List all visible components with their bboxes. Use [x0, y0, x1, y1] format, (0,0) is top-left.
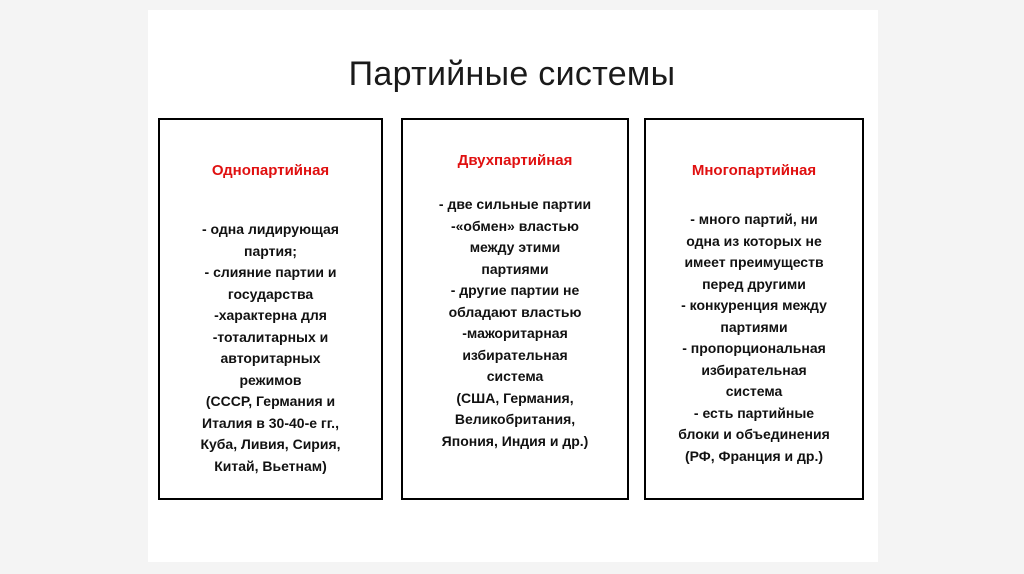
- text-line: Куба, Ливия, Сирия,: [200, 436, 341, 452]
- text-line: -тоталитарных и: [212, 328, 329, 345]
- text-line: партиями: [481, 260, 549, 277]
- text-line: - конкуренция между: [681, 297, 827, 313]
- text-line: -мажоритарная: [462, 325, 568, 341]
- one-party-box: [158, 118, 383, 500]
- text-line: Великобритания,: [454, 411, 576, 427]
- text-line: одна из которых не: [686, 232, 822, 249]
- multi-party-text: [646, 209, 862, 467]
- text-line: (США, Германия,: [456, 389, 574, 406]
- text-line: избирательная: [462, 346, 568, 363]
- text-line: избирательная: [701, 361, 807, 378]
- slide-title: Партийные системы: [348, 55, 676, 93]
- text-line: Китай, Вьетнам): [214, 457, 327, 474]
- text-line: режимов: [239, 371, 302, 388]
- text-line: перед другими: [702, 275, 806, 292]
- text-line: система: [486, 368, 544, 384]
- two-party-heading: Двухпартийная: [457, 152, 573, 169]
- text-line: блоки и объединения: [678, 426, 830, 442]
- text-line: авторитарных: [220, 350, 321, 366]
- text-line: -характерна для: [214, 307, 327, 323]
- two-party-box: [401, 118, 629, 500]
- text-line: -«обмен» властью: [450, 217, 580, 234]
- text-line: партия;: [244, 242, 297, 259]
- text-line: между этими: [469, 239, 561, 255]
- multi-party-box: [644, 118, 864, 500]
- text-line: Италия в 30-40-е гг.,: [202, 414, 339, 431]
- text-line: - слияние партии и: [204, 264, 337, 280]
- text-line: - другие партии не: [450, 282, 580, 298]
- text-line: - много партий, ни: [690, 211, 818, 227]
- text-line: - две сильные партии: [438, 196, 592, 212]
- text-line: обладают властью: [448, 303, 582, 320]
- two-party-text: [403, 194, 627, 452]
- text-line: (СССР, Германия и: [205, 393, 336, 409]
- text-line: - пропорциональная: [682, 340, 826, 356]
- multi-party-heading: Многопартийная: [691, 162, 817, 179]
- text-line: государства: [227, 285, 314, 302]
- text-line: партиями: [720, 318, 788, 335]
- text-line: (РФ, Франция и др.): [684, 447, 824, 464]
- text-line: - есть партийные: [693, 404, 815, 421]
- one-party-text: [160, 219, 381, 477]
- one-party-heading: Однопартийная: [211, 162, 330, 179]
- text-line: Япония, Индия и др.): [441, 432, 589, 449]
- text-line: имеет преимуществ: [684, 254, 824, 270]
- text-line: - одна лидирующая: [202, 221, 339, 237]
- text-line: система: [725, 383, 783, 399]
